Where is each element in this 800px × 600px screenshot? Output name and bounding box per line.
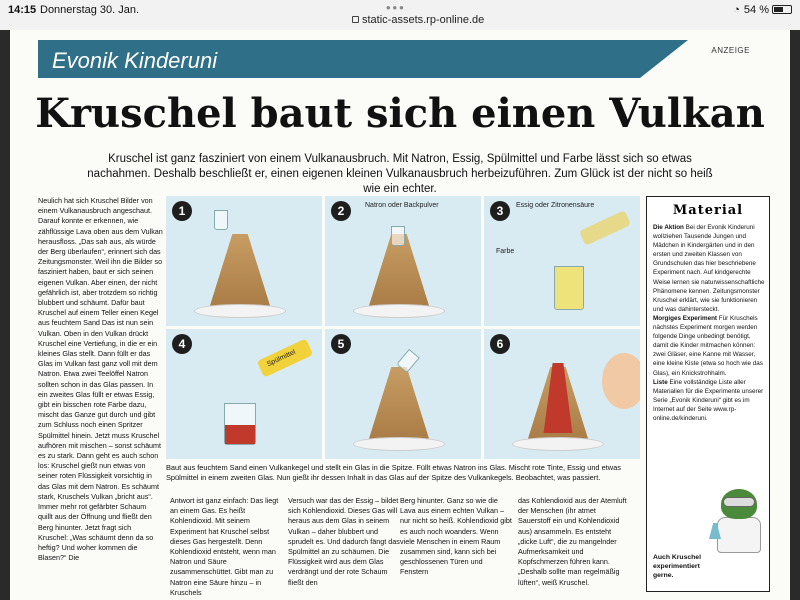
plate <box>353 304 445 318</box>
panel-number: 6 <box>490 334 510 354</box>
panel-1 <box>166 196 322 326</box>
material-text <box>653 223 765 423</box>
material-title: Material <box>672 203 744 218</box>
panel-number: 5 <box>331 334 351 354</box>
status-time: 14:15 <box>8 4 37 16</box>
column-bottom-1: Antwort ist ganz einfach: Das liegt an einem Gas. Es heißt Kohlendioxid. Mit seinem Experiment hat Kruschel selbst dieses Gas hergestellt. Denn Kohlendioxid entsteht, wenn man Natron und Säure zusammenschüttet. Gibt man zu Natron eine Säure hinzu – in Kruschels <box>170 496 279 597</box>
goggles-icon <box>723 497 755 507</box>
glass-icon <box>391 226 405 246</box>
glass-icon <box>214 210 228 230</box>
material-p3-heading: Liste <box>653 378 668 386</box>
character-caption: Auch Kruschel experimentiert gerne. <box>653 554 701 579</box>
panel-number: 1 <box>172 201 192 221</box>
section-banner <box>38 40 760 78</box>
plate <box>512 437 604 451</box>
kruschel-face <box>602 353 640 409</box>
panel-number: 2 <box>331 201 351 221</box>
panel-number: 3 <box>490 201 510 221</box>
column-left: Neulich hat sich Kruschel Bilder von einem Vulkanausbruch angeschaut. Darauf konnte er erkennen, wie zähflüssige Lava oben aus dem Vulkan herausfloss. „Das sah aus, als würde der Berg überlaufen“, erinnert sich das Zeitungsmonster. Weil ihn die Bilder so fasziniert haben, baut er sich seinen eigenen Vulkan. Aber einen, der nicht gefährlich ist, aber trotzdem so richtig blubbert und schäumt. Dafür baut Kruschel auf einem Teller einen Kegel aus feuchtem Sand Das ist nun sein Vulkan. Oben in den Vulkan drückt Kruschel eine Vertiefung, in die er ein kleines Glas stellt. Dann füllt er das Glas im Vulkan fast ganz voll mit dem Natron. Etwa zwei Teelöffel Natron sollten schon in das Glas passen. In ein zweites Glas füllt er etwas Essig, gibt ein bisschen rote Farbe dazu, mischt das Ganze gut durch und gibt zum Schluss noch einen Spritzer Spülmittel hinein. Jetzt muss Kruschel aufhören mit mischen – sonst schäumt es zu stark. Dann geht es auch schon los: Kruschel gießt nun etwas von seiner roten Flüssigkeit vorsichtig in das Glas mit dem Natron. Es schäumt stark, Kruschels Vulkan „bricht aus“. Immer mehr rot gefärbter Schaum quillt aus der Öffnung und fließt den Berg hinunter. Jetzt fragt sich Kruschel: „Was schäumt denn da so heftig? Und woher kommen die Blasen?“ Die <box>38 196 163 563</box>
plate <box>353 437 445 451</box>
wifi-icon: ◔ <box>733 4 740 16</box>
bottle-icon <box>579 210 631 246</box>
status-date: Donnerstag 30. Jan. <box>40 4 140 16</box>
section-title: Evonik Kinderuni <box>52 48 218 73</box>
sand-volcano <box>367 367 431 445</box>
battery-icon <box>772 5 792 14</box>
status-right <box>733 4 792 16</box>
ad-label: ANZEIGE <box>711 46 750 55</box>
panel-2 <box>325 196 481 326</box>
plate <box>194 304 286 318</box>
newspaper-page <box>10 30 790 600</box>
glass-icon <box>554 266 584 310</box>
column-bottom-3: Berg hinunter. Ganz so wie die Lava aus einem echten Vulkan – nur nicht so heiß. Kohlendioxid gibt es auch noch woanders. Wenn viele Menschen in einem Raum zusammen sind, kann sich bei geschlossenen Türen und Fenstern <box>400 496 512 577</box>
panel-4 <box>166 329 322 459</box>
material-p3: Eine vollständige Liste aller Materialien für die Experimente unserer Serie „Evonik Kinderuni“ gibt es im Internet auf der Seite www.rp-online.de/kinderuni. <box>653 378 764 422</box>
panel-label: Natron oder Backpulver <box>365 202 439 209</box>
sand-volcano <box>208 234 272 312</box>
battery-text: 54 % <box>743 4 769 16</box>
battery-fill <box>774 7 783 12</box>
image-caption: Baut aus feuchtem Sand einen Vulkankegel und stellt ein Glas in die Spitze. Füllt etwas Natron ins Glas. Mischt rote Tinte, Essig und etwas Spülmittel in einem zweiten Glas. Nun gießt ihr dessen Inhalt in das Glas auf der Spitze des Vulkankegels. Beobachtet, was passiert. <box>166 463 621 482</box>
more-dots-icon[interactable]: ••• <box>386 0 406 15</box>
material-p1: Bei der Evonik Kinderuni wollziehen Tausende Jungen und Mädchen in Kindergärten und in den ersten und zweiten Klassen von Grundschulen das hier beschriebene Experiment nach. Auf kindgerechte Weise lernen sie naturwissenschaftliche Phänomene kennen. Zeitungsmonster Kruschel erklärt, wie sie funktionieren und was dahintersteckt. <box>653 224 765 313</box>
address-bar[interactable] <box>352 14 484 26</box>
material-box <box>646 196 770 592</box>
lab-coat <box>717 517 761 553</box>
status-bar <box>0 0 800 30</box>
panel-3 <box>484 196 640 326</box>
panel-label: Spülmittel <box>265 348 297 369</box>
illustration-panels <box>166 196 640 458</box>
kruschel-scientist <box>707 489 767 557</box>
material-p2-heading: Morgiges Experiment <box>653 314 718 322</box>
column-bottom-2: Versuch war das der Essig – bildet sich Kohlendioxid. Dieses Gas will heraus aus dem Glas in seinem Vulkan – daher blubbert und sprudelt es. Und dadurch fängt das Spülmittel an zu schäumen. Die Flüssigkeit wird aus dem Glas verdrängt und der rote Schaum fließt den <box>288 496 400 587</box>
material-p2: Für Kruschels nächstes Experiment morgen werden folgende Dinge unbedingt benötigt, damit die Kinder mitmachen können: zwei Gläser, eine Kanne mit Wasser, eine kleine Kiste (etwa so hoch wie das Glas), ein Knickstrohhalm. <box>653 314 763 377</box>
lock-icon <box>352 16 359 23</box>
material-p1-heading: Die Aktion <box>653 224 684 231</box>
panel-label-2: Farbe <box>496 248 515 255</box>
panel-6 <box>484 329 640 459</box>
column-bottom-4: das Kohlendioxid aus der Atemluft der Menschen (ihr atmet Sauerstoff ein und Kohlendioxid aus) ansammeln. Es entsteht „dicke Luft“, die zu mangelnder Aufmerksamkeit und Kopfschmerzen führen kann. „Deshalb sollte man regelmäßig lüften“, weiß Kruschel. <box>518 496 627 587</box>
panel-number: 4 <box>172 334 192 354</box>
red-liquid <box>225 425 255 444</box>
headline: Kruschel baut sich einen Vulkan <box>35 90 765 137</box>
panel-5 <box>325 329 481 459</box>
intro-text: Kruschel ist ganz fasziniert von einem Vulkanausbruch. Mit Natron, Essig, Spülmittel und Farbe lässt sich so etwas nachahmen. Deshalb beschließt er, einen eigenen kleinen Vulkanausbruch herbeizuführen. Zum Glück ist der nicht so heiß wie ein echter. <box>87 153 713 195</box>
panel-label: Essig oder Zitronensäure <box>516 202 595 209</box>
url-text: static-assets.rp-online.de <box>362 14 485 26</box>
